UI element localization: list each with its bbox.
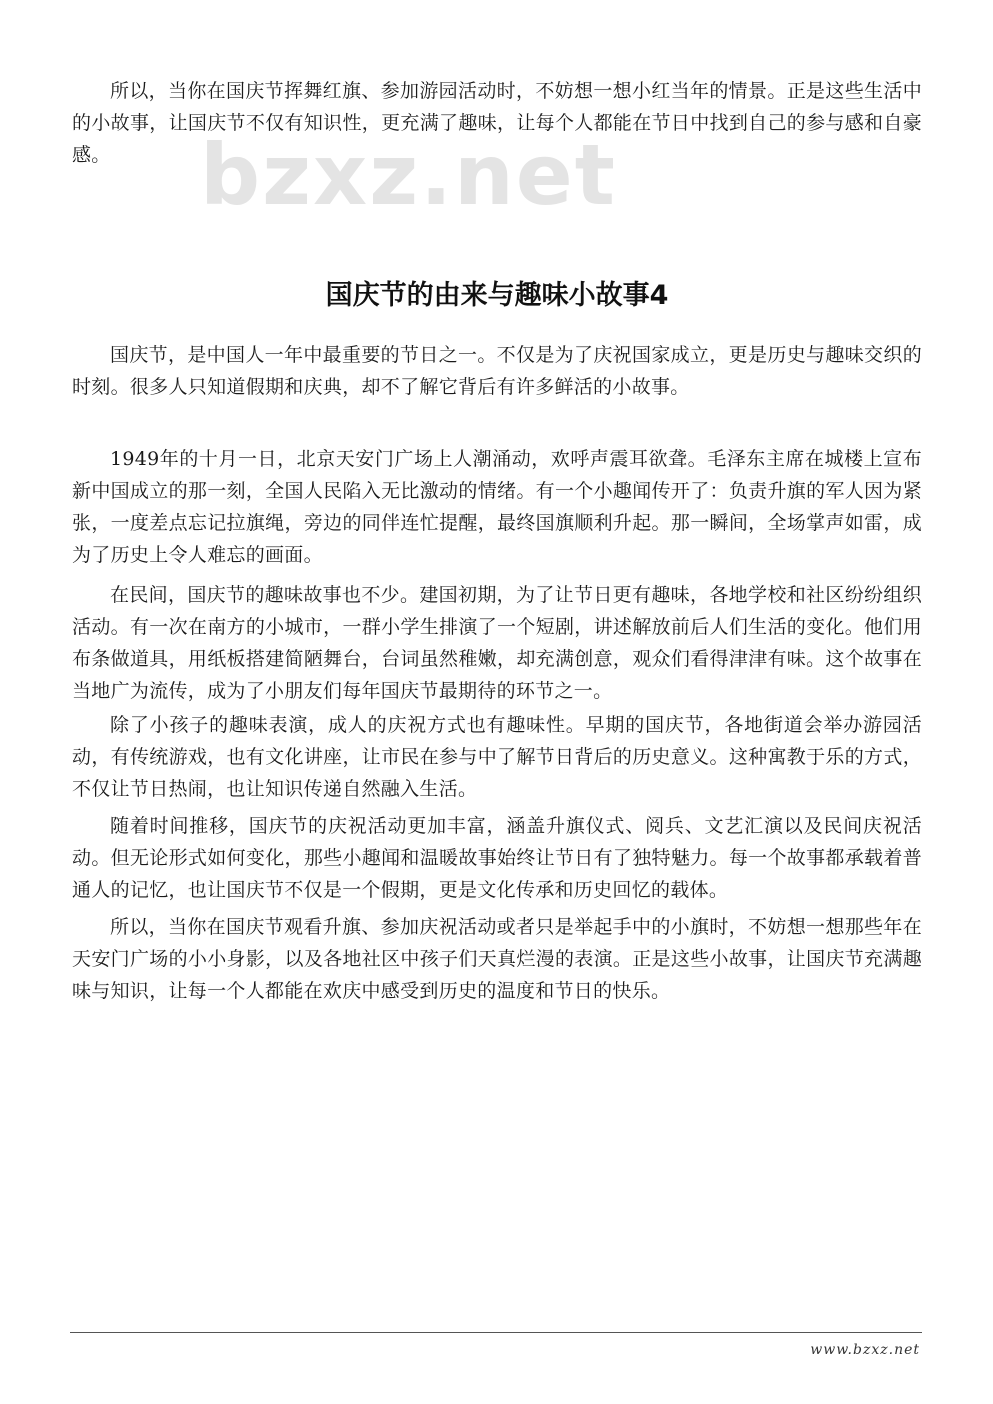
footer-url: www.bzxz.net xyxy=(810,1342,920,1358)
body-paragraph: 在民间，国庆节的趣味故事也不少。建国初期，为了让节日更有趣味，各地学校和社区纷纷组织活动。有一次在南方的小城市，一群小学生排演了一个短剧，讲述解放前后人们生活的变化。他们用布条做道具，用纸板搭建简陋舞台，台词虽然稚嫩，却充满创意，观众们看得津津有味。这个故事在当地广为流传，成为了小朋友们每年国庆节最期待的环节之一。 xyxy=(72,584,922,702)
body-paragraph: 国庆节，是中国人一年中最重要的节日之一。不仅是为了庆祝国家成立，更是历史与趣味交织的时刻。很多人只知道假期和庆典，却不了解它背后有许多鲜活的小故事。 xyxy=(72,344,922,398)
footer-divider xyxy=(70,1332,922,1333)
body-paragraph: 所以，当你在国庆节观看升旗、参加庆祝活动或者只是举起手中的小旗时，不妨想一想那些年在天安门广场的小小身影，以及各地社区中孩子们天真烂漫的表演。正是这些小故事，让国庆节充满趣味与知识，让每一个人都能在欢庆中感受到历史的温度和节日的快乐。 xyxy=(72,916,922,1002)
intro-paragraph: 所以，当你在国庆节挥舞红旗、参加游园活动时，不妨想一想小红当年的情景。正是这些生活中的小故事，让国庆节不仅有知识性，更充满了趣味，让每个人都能在节日中找到自己的参与感和自豪感。 xyxy=(72,80,922,166)
body-paragraph: 1949年的十月一日，北京天安门广场上人潮涌动，欢呼声震耳欲聋。毛泽东主席在城楼上宣布新中国成立的那一刻，全国人民陷入无比激动的情绪。有一个小趣闻传开了：负责升旗的军人因为紧张，一度差点忘记拉旗绳，旁边的同伴连忙提醒，最终国旗顺利升起。那一瞬间，全场掌声如雷，成为了历史上令人难忘的画面。 xyxy=(72,448,922,566)
body-paragraph: 随着时间推移，国庆节的庆祝活动更加丰富，涵盖升旗仪式、阅兵、文艺汇演以及民间庆祝活动。但无论形式如何变化，那些小趣闻和温暖故事始终让节日有了独特魅力。每一个故事都承载着普通人的记忆，也让国庆节不仅是一个假期，更是文化传承和历史回忆的载体。 xyxy=(72,815,922,901)
watermark: bzxz.net xyxy=(200,126,617,224)
body-paragraph: 除了小孩子的趣味表演，成人的庆祝方式也有趣味性。早期的国庆节，各地街道会举办游园活动，有传统游戏，也有文化讲座，让市民在参与中了解节日背后的历史意义。这种寓教于乐的方式，不仅让节日热闹，也让知识传递自然融入生活。 xyxy=(72,714,922,800)
article-title: 国庆节的由来与趣味小故事4 xyxy=(325,280,669,311)
